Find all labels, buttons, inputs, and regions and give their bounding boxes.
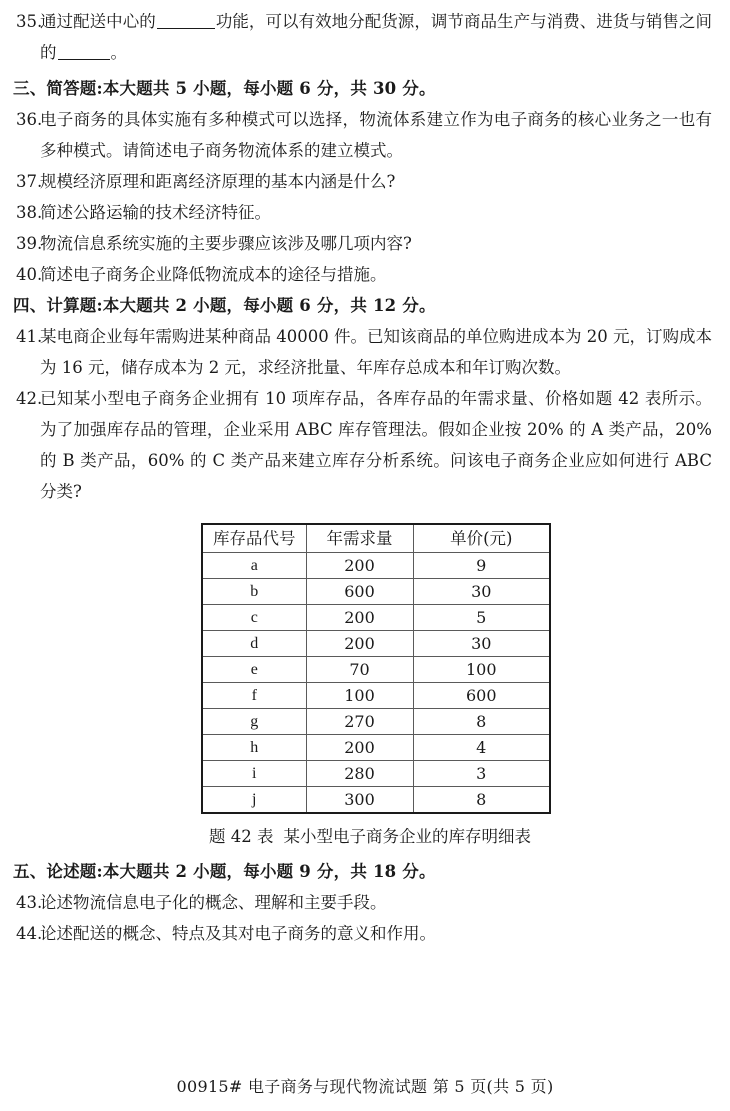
cell-demand: 280 <box>306 761 413 787</box>
question-35-part-3: 。 <box>110 43 127 62</box>
answer-blank-1[interactable] <box>157 13 215 29</box>
cell-price: 100 <box>413 657 550 683</box>
section-heading-5: 五、论述题:本大题共 2 小题，每小题 9 分，共 18 分。 <box>13 862 436 881</box>
section-heading-3: 三、简答题:本大题共 5 小题，每小题 6 分，共 30 分。 <box>13 79 436 98</box>
cell-demand: 300 <box>306 787 413 814</box>
exam-page <box>0 6 730 1111</box>
cell-code: h <box>202 735 306 761</box>
question-35-part-2: 功能，可以有效地分配货源，调节商品生产与消费、进货与销售之间的 <box>40 12 713 62</box>
cell-code: a <box>202 553 306 579</box>
cell-code: j <box>202 787 306 814</box>
question-44 <box>0 918 730 949</box>
cell-code: f <box>202 683 306 709</box>
question-text: 简述公路运输的技术经济特征。 <box>40 203 271 222</box>
question-39 <box>0 228 730 259</box>
question-text: 某电商企业每年需购进某种商品 40000 件。已知该商品的单位购进成本为 20 元，订购成本为 16 元，储存成本为 2 元，求经济批量、年库存总成本和年订购次数。 <box>40 327 712 377</box>
cell-code: d <box>202 631 306 657</box>
question-number: 40. <box>16 265 43 284</box>
question-40 <box>0 259 730 290</box>
question-text: 论述物流信息电子化的概念、理解和主要手段。 <box>40 893 387 912</box>
page-footer: 00915# 电子商务与现代物流试题 第 5 页(共 5 页) <box>176 1077 554 1096</box>
question-43 <box>0 887 730 918</box>
question-number: 44. <box>16 924 43 943</box>
question-text: 论述配送的概念、特点及其对电子商务的意义和作用。 <box>40 924 436 943</box>
cell-price: 30 <box>413 579 550 605</box>
question-41 <box>0 321 730 383</box>
question-number: 42. <box>16 389 43 408</box>
question-text: 已知某小型电子商务企业拥有 10 项库存品，各库存品的年需求量、价格如题 42 表所示。为了加强库存品的管理，企业采用 ABC 库存管理法。假如企业按 20% 的 A 类产品，20% 的 B 类产品，60% 的 C 类产品来建立库存分析系统。问该电子商务企业应如何进行 ABC 分类? <box>40 389 712 501</box>
table-row <box>202 631 550 657</box>
question-number: 39. <box>16 234 43 253</box>
question-number: 37. <box>16 172 43 191</box>
cell-price: 30 <box>413 631 550 657</box>
column-header-demand: 年需求量 <box>306 524 413 553</box>
table-row <box>202 657 550 683</box>
question-42 <box>0 383 730 507</box>
cell-code: g <box>202 709 306 735</box>
cell-price: 8 <box>413 709 550 735</box>
table-caption-text: 某小型电子商务企业的库存明细表 <box>283 827 531 846</box>
table-row <box>202 683 550 709</box>
question-35-part-1: 通过配送中心的 <box>40 12 156 31</box>
question-number: 41. <box>16 327 43 346</box>
table-caption-lead: 题 42 表 <box>209 827 274 846</box>
question-38 <box>0 197 730 228</box>
question-text: 电子商务的具体实施有多种模式可以选择，物流体系建立作为电子商务的核心业务之一也有多种模式。请简述电子商务物流体系的建立模式。 <box>40 110 712 160</box>
cell-code: b <box>202 579 306 605</box>
table-row <box>202 787 550 814</box>
column-header-code: 库存品代号 <box>202 524 306 553</box>
question-number: 36. <box>16 110 43 129</box>
cell-price: 8 <box>413 787 550 814</box>
question-text: 物流信息系统实施的主要步骤应该涉及哪几项内容? <box>40 234 412 253</box>
table-row <box>202 761 550 787</box>
cell-price: 4 <box>413 735 550 761</box>
cell-price: 600 <box>413 683 550 709</box>
inventory-table <box>201 523 551 814</box>
cell-price: 3 <box>413 761 550 787</box>
question-36 <box>0 104 730 166</box>
table-row <box>202 605 550 631</box>
table-row <box>202 553 550 579</box>
column-header-price: 单价(元) <box>413 524 550 553</box>
question-text: 规模经济原理和距离经济原理的基本内涵是什么? <box>40 172 396 191</box>
section-heading-4: 四、计算题:本大题共 2 小题，每小题 6 分，共 12 分。 <box>13 296 436 315</box>
question-text: 简述电子商务企业降低物流成本的途径与措施。 <box>40 265 387 284</box>
table-caption <box>0 823 730 851</box>
table-header-row <box>202 524 550 553</box>
cell-demand: 200 <box>306 631 413 657</box>
cell-demand: 200 <box>306 735 413 761</box>
table-row <box>202 579 550 605</box>
question-35 <box>0 6 730 68</box>
cell-code: i <box>202 761 306 787</box>
question-number: 38. <box>16 203 43 222</box>
question-number: 43. <box>16 893 43 912</box>
inventory-table-wrapper <box>0 523 730 814</box>
cell-demand: 200 <box>306 553 413 579</box>
cell-code: e <box>202 657 306 683</box>
answer-blank-2[interactable] <box>58 44 110 60</box>
table-row <box>202 709 550 735</box>
cell-demand: 100 <box>306 683 413 709</box>
cell-code: c <box>202 605 306 631</box>
question-text <box>40 6 712 68</box>
table-row <box>202 735 550 761</box>
question-number: 35. <box>16 12 43 31</box>
cell-price: 5 <box>413 605 550 631</box>
cell-demand: 70 <box>306 657 413 683</box>
cell-demand: 270 <box>306 709 413 735</box>
cell-price: 9 <box>413 553 550 579</box>
question-37 <box>0 166 730 197</box>
cell-demand: 600 <box>306 579 413 605</box>
cell-demand: 200 <box>306 605 413 631</box>
